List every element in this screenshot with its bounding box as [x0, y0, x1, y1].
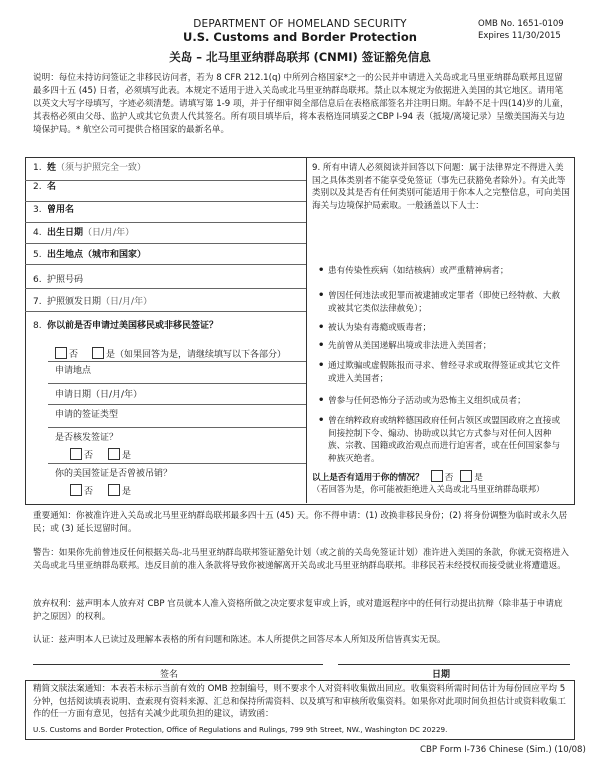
- field-passport-issue-date[interactable]: 7. 护照颁发日期（日/月/年）: [33, 297, 153, 307]
- signature-label: 签名: [160, 670, 179, 680]
- warning-notice: 警告：如果你先前曾违反任何根据关岛-北马里亚纳群岛联邦签证豁免计划（或之前的关岛免签证计划）准许进入美国的条款，你就无资格进入关岛或北马里亚纳群岛联邦。违反目前的准入条款将导致你被递解离开关岛或北马里亚纳群岛联邦。非移民若未经授权而接受就业将遭遣返。: [33, 548, 569, 571]
- date-line[interactable]: [338, 664, 570, 665]
- q9-note: （若回答为是，你可能被拒绝进入关岛或北马里亚纳群岛联邦）: [312, 484, 545, 494]
- q9-bullet: • 患有传染性疾病（如结核病）或严重精神病者；: [318, 265, 509, 276]
- field-divider: [48, 463, 306, 464]
- important-notice: 重要通知：你被准许进入关岛或北马里亚纳群岛联邦最多四十五 (45) 天。你不得申请：(1) 改换非移民身份；(2) 将身份调整为临时或永久居民；或 (3) 延长逗留时间。: [33, 511, 568, 534]
- q8-issued-no[interactable]: 否: [70, 448, 93, 462]
- field-divider: [48, 404, 306, 405]
- field-divider: [25, 288, 306, 289]
- q8-revoked-yes[interactable]: 是: [108, 484, 131, 498]
- field-birth-place[interactable]: 5. 出生地点（城市和国家）: [33, 250, 147, 260]
- q8-no-option[interactable]: 否: [55, 347, 78, 361]
- q8-revoked-no-checkbox[interactable]: [70, 484, 82, 496]
- field-given-name[interactable]: 2. 名: [33, 182, 57, 192]
- instructions-paragraph: 说明：每位未持访问签证之非移民访问者，若为 8 CFR 212.1(q) 中所列合格国家*之一的公民并申请进入关岛或北马里亚纳群岛联邦且逗留最多四十五 (45) 日者，必须填写此表。本规定不适用于进入关岛或北马里亚纳群岛联邦。禁止以本规定为依据进入美国的其它地区。请用笔以英文大写字母填写，字迹必须清楚。请填写第 1-9 项，并于仔细审阅全部信息后在表格底部签名并注明日期。年龄不足十四(14)岁的儿童，其表格必须由父母、监护人或其它负责人代其签名。所有项目填毕后，将本表格连同填妥之CBP I-94 表（抵境/离境记录）呈缴美国海关与边境保护局。* 航空公司可提供合格国家的最新名单。: [33, 73, 569, 135]
- waiver-notice: 放弃权利：兹声明本人放弃对 CBP 官员就本人准入资格所做之决定要求复审或上诉，或对遣返程序中的任何行动提出抗辩（除非基于申请庇护之原因）的权利。: [33, 599, 563, 622]
- date-label: 日期: [432, 670, 451, 680]
- q8-revoked-question: 你的美国签证是否曾被吊销？: [55, 469, 173, 479]
- q8-revoked-no[interactable]: 否: [70, 484, 93, 498]
- field-divider: [48, 427, 306, 428]
- q8-no-checkbox[interactable]: [55, 347, 67, 359]
- q8-issued-question: 是否核发签证？: [55, 433, 119, 443]
- form-title: 关岛 – 北马里亚纳群岛联邦 (CNMI) 签证豁免信息: [169, 50, 431, 64]
- omb-number: OMB No. 1651-0109: [478, 19, 564, 29]
- certification: 认证：兹声明本人已读过及理解本表格的所有问题和陈述。本人所提供之回答尽本人所知及所信皆真实无误。: [33, 635, 446, 645]
- q8-issued-yes-checkbox[interactable]: [108, 448, 120, 460]
- field-former-name[interactable]: 3. 曾用名: [33, 205, 75, 215]
- question-9-intro: 9. 所有申请人必须阅读并回答以下问题：属于法律界定不得进入美国之具体类别者不能享受免签证（事先已获豁免者除外）。有关此等类别以及其是否有任何类别可能适用于你本人之完整信息，可向美国海关与边境保护局索取。一般涵盖以下人士：: [312, 163, 570, 211]
- field-passport-number[interactable]: 6. 护照号码: [33, 275, 84, 285]
- q9-bullet: • 曾在纳粹政府或纳粹德国政府任何占领区或盟国政府之直接或间接控制下令、煽动、协助或以其它方式参与对任何人因种族、宗教、国籍或政治观点而进行迫害者，或在任何国家参与种族灭绝者。: [318, 415, 561, 464]
- q9-yes-checkbox[interactable]: [460, 470, 472, 482]
- field-divider: [25, 311, 306, 312]
- q8-apply-place[interactable]: 申请地点: [55, 366, 92, 376]
- q8-yes-option[interactable]: 是（如果回答为是，请继续填写以下各部分）: [92, 347, 304, 361]
- column-divider: [306, 157, 307, 503]
- field-divider: [25, 222, 306, 223]
- field-divider: [48, 383, 306, 384]
- q9-no-checkbox[interactable]: [431, 470, 443, 482]
- q8-apply-date[interactable]: 申请日期（日/月/年）: [55, 390, 143, 400]
- q8-yes-checkbox[interactable]: [92, 347, 104, 359]
- q9-bullet: • 曾因任何违法或犯罪而被逮捕或定罪者（即使已经特赦、大赦或被其它类似法律赦免）；: [318, 290, 561, 314]
- q8-issued-yes[interactable]: 是: [108, 448, 131, 462]
- field-divider: [25, 180, 306, 181]
- field-birth-date[interactable]: 4. 出生日期（日/月/年）: [33, 228, 135, 238]
- field-divider: [48, 361, 306, 362]
- paperwork-notice: 精简文牍法案通知：本表若未标示当前有效的 OMB 控制编号，则不要求个人对资料收集做出回应。收集资料所需时间估计为每份回应平均 5 分钟，包括阅读填表说明、查索现有资料来源、汇总和保持所需资料、以及填写和审核所收集资料。如果你对此项时间负担估计或资料收集工作的任一方面有意见，包括有关减少此项负担的建议，请致函：: [33, 684, 566, 719]
- signature-line[interactable]: [33, 664, 323, 665]
- field-divider: [25, 201, 306, 202]
- form-id: CBP Form I-736 Chinese (Sim.) (10/08): [420, 745, 586, 755]
- question-8: 8. 你以前是否申请过美国移民或非移民签证？: [33, 321, 219, 331]
- expiration-date: Expires 11/30/2015: [478, 31, 561, 41]
- field-divider: [25, 243, 306, 244]
- q8-issued-no-checkbox[interactable]: [70, 448, 82, 460]
- field-surname[interactable]: 1. 姓（须与护照完全一致）: [33, 163, 147, 173]
- q9-bullet: • 被认为染有毒瘾或贩毒者；: [318, 322, 432, 333]
- address: U.S. Customs and Border Protection, Office of Regulations and Rulings, 799 9th Street, NW., Washington DC 20229.: [33, 725, 448, 734]
- omb-block: [478, 18, 564, 42]
- field-divider: [25, 264, 306, 265]
- q9-bullet: • 通过欺骗或虚假陈报而寻求、曾经寻求或取得签证或其它文件或进入美国者；: [318, 360, 561, 384]
- q9-bullet: • 曾参与任何恐怖分子活动或为恐怖主义组织成员者；: [318, 395, 526, 406]
- q9-apply-question: 以上是否有适用于你的情况？ 否 是: [312, 470, 570, 485]
- q8-visa-type[interactable]: 申请的签证类型: [55, 410, 119, 420]
- department-title: DEPARTMENT OF HOMELAND SECURITY: [193, 18, 407, 30]
- q9-bullet: • 先前曾从美国递解出境或非法进入美国者；: [318, 340, 492, 351]
- agency-title: U.S. Customs and Border Protection: [183, 30, 417, 44]
- q8-revoked-yes-checkbox[interactable]: [108, 484, 120, 496]
